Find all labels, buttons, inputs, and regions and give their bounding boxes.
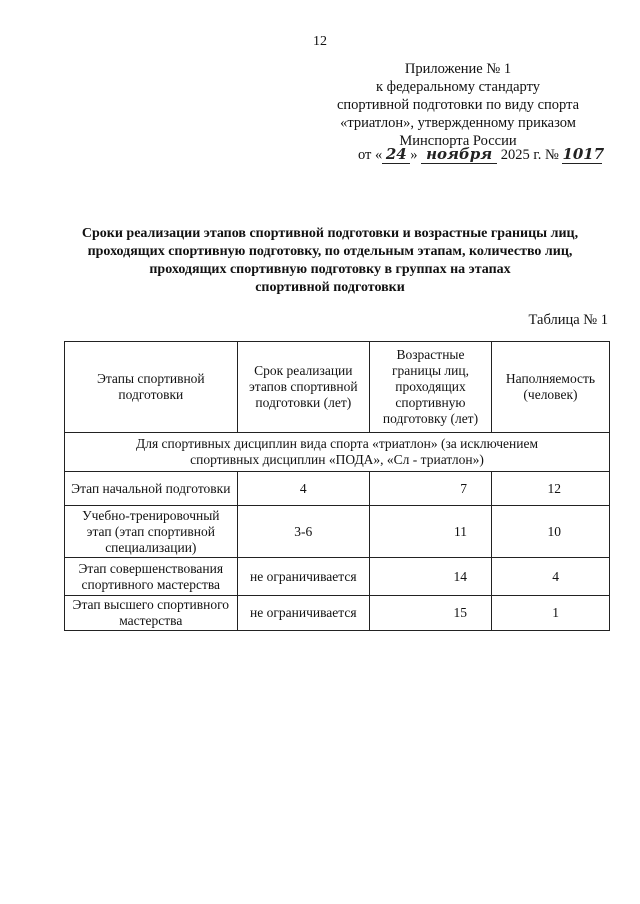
age-cell: 7 bbox=[370, 472, 492, 506]
size-cell: 12 bbox=[491, 472, 609, 506]
table-row bbox=[65, 506, 610, 558]
order-date-line bbox=[358, 145, 608, 164]
term-cell: 4 bbox=[237, 472, 369, 506]
appendix-line: спортивной подготовки по виду спорта bbox=[336, 97, 580, 113]
title-line: проходящих спортивную подготовку, по отдельным этапам, количество лиц, bbox=[87, 244, 573, 259]
group-row bbox=[65, 433, 610, 472]
table-label: Таблица № 1 bbox=[528, 312, 608, 328]
page-number: 12 bbox=[313, 34, 327, 49]
title-line: Сроки реализации этапов спортивной подготовки и возрастные границы лиц, bbox=[81, 226, 579, 241]
title-line: спортивной подготовки bbox=[255, 280, 405, 295]
table-header-row bbox=[65, 342, 610, 433]
stage-cell: Этап начальной подготовки bbox=[65, 472, 238, 506]
table-row bbox=[65, 596, 610, 631]
stage-cell: Этап высшего спортивного мастерства bbox=[65, 596, 238, 631]
size-cell: 1 bbox=[491, 596, 609, 631]
term-cell: не ограничивается bbox=[237, 558, 369, 596]
appendix-block bbox=[318, 60, 598, 150]
group-row-cell: Для спортивных дисциплин вида спорта «триатлон» (за исключением спортивных дисциплин «ПОДА», «Сл - триатлон») bbox=[65, 433, 610, 472]
age-cell: 14 bbox=[370, 558, 492, 596]
size-cell: 4 bbox=[491, 558, 609, 596]
order-mid: » bbox=[410, 147, 418, 163]
age-cell: 11 bbox=[370, 506, 492, 558]
term-cell: 3-6 bbox=[237, 506, 369, 558]
appendix-line: к федеральному стандарту bbox=[376, 79, 540, 95]
order-day-handwritten: 24 bbox=[382, 145, 410, 164]
term-cell: не ограничивается bbox=[237, 596, 369, 631]
order-prefix: от « bbox=[358, 147, 383, 163]
header-stage: Этапы спортивной подготовки bbox=[65, 342, 238, 433]
header-age: Возрастные границы лиц, проходящих спортивную подготовку (лет) bbox=[370, 342, 492, 433]
title-line: проходящих спортивную подготовку в группах на этапах bbox=[149, 262, 511, 277]
header-term: Срок реализации этапов спортивной подготовки (лет) bbox=[237, 342, 369, 433]
document-title bbox=[50, 225, 610, 297]
order-number-handwritten: 1017 bbox=[562, 145, 605, 163]
order-year: 2025 г. № bbox=[500, 147, 559, 163]
table-row bbox=[65, 472, 610, 506]
stages-table bbox=[64, 341, 610, 631]
stage-cell: Учебно-тренировочный этап (этап спортивной специализации) bbox=[65, 506, 238, 558]
age-cell: 15 bbox=[370, 596, 492, 631]
appendix-line: Приложение № 1 bbox=[404, 61, 512, 77]
appendix-line: Минспорта России bbox=[399, 133, 517, 149]
order-month-handwritten: ноября bbox=[421, 145, 497, 164]
header-size: Наполняемость (человек) bbox=[491, 342, 609, 433]
appendix-line: «триатлон», утвержденному приказом bbox=[340, 115, 576, 131]
table-row bbox=[65, 558, 610, 596]
stage-cell: Этап совершенствования спортивного мастерства bbox=[65, 558, 238, 596]
size-cell: 10 bbox=[491, 506, 609, 558]
